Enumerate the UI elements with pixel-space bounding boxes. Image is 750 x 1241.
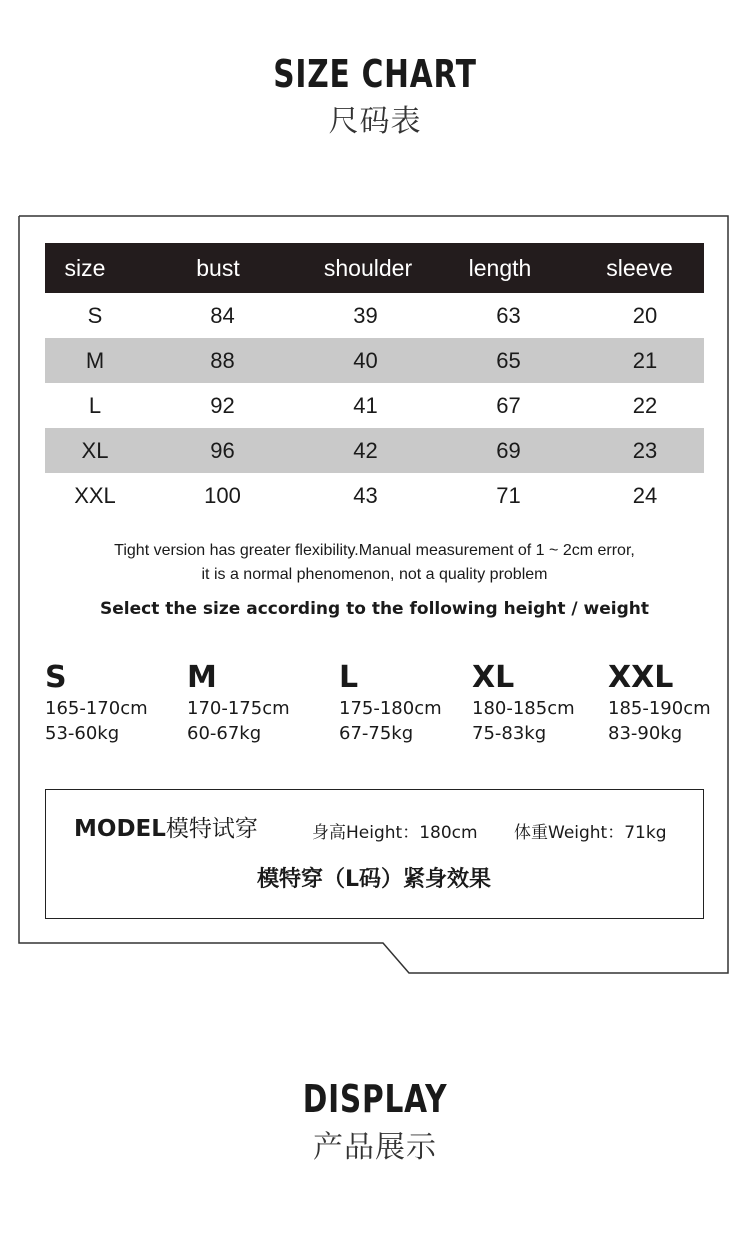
height-range: 185-190cm bbox=[608, 698, 711, 719]
size-chart-title: SIZE CHART bbox=[273, 52, 477, 96]
table-cell: 40 bbox=[353, 347, 378, 373]
table-cell: 22 bbox=[632, 392, 658, 418]
weight-range: 60-67kg bbox=[187, 723, 262, 744]
measurement-note: it is a normal phenomenon, not a quality problem bbox=[201, 566, 548, 583]
table-cell: 43 bbox=[353, 482, 378, 508]
weight-range: 83-90kg bbox=[608, 723, 683, 744]
model-label-en: MODEL bbox=[74, 816, 166, 842]
height-range: 165-170cm bbox=[45, 698, 148, 719]
table-cell: 21 bbox=[632, 347, 658, 373]
size-letter: M bbox=[187, 660, 217, 695]
size-table bbox=[45, 243, 704, 518]
table-cell: 71 bbox=[496, 482, 521, 508]
table-row bbox=[45, 428, 704, 473]
weight-range: 53-60kg bbox=[45, 723, 120, 744]
table-cell: S bbox=[87, 302, 103, 328]
model-fit-effect: 模特穿（L码）紧身效果 bbox=[256, 867, 492, 892]
model-label bbox=[74, 810, 258, 843]
size-letter: XXL bbox=[608, 660, 674, 695]
table-cell: 100 bbox=[204, 482, 241, 508]
table-header bbox=[45, 243, 704, 293]
column-header: bust bbox=[196, 254, 240, 281]
table-cell: 69 bbox=[496, 437, 521, 463]
size-letter: XL bbox=[472, 660, 515, 695]
display-subtitle: 产品展示 bbox=[313, 1130, 437, 1165]
model-weight: 体重Weight：71kg bbox=[514, 823, 667, 843]
table-cell: 24 bbox=[632, 482, 658, 508]
table-row bbox=[45, 338, 704, 383]
measurement-note: Tight version has greater flexibility.Manual measurement of 1 ~ 2cm error, bbox=[114, 542, 635, 559]
table-cell: XL bbox=[81, 437, 109, 463]
table-cell: 92 bbox=[210, 392, 235, 418]
table-cell: XXL bbox=[74, 482, 116, 508]
table-cell: M bbox=[85, 347, 105, 373]
table-cell: 41 bbox=[353, 392, 378, 418]
column-header: size bbox=[64, 254, 106, 281]
table-cell: 42 bbox=[353, 437, 378, 463]
column-header: length bbox=[468, 254, 532, 281]
size-guide-s bbox=[45, 660, 148, 746]
display-title: DISPLAY bbox=[302, 1077, 448, 1121]
model-height: 身高Height：180cm bbox=[312, 823, 478, 843]
weight-range: 67-75kg bbox=[339, 723, 414, 744]
table-row bbox=[45, 293, 704, 338]
size-chart-subtitle: 尺码表 bbox=[328, 104, 422, 139]
table-cell: 65 bbox=[496, 347, 521, 373]
table-cell: 96 bbox=[210, 437, 235, 463]
height-range: 170-175cm bbox=[187, 698, 290, 719]
column-header: shoulder bbox=[323, 254, 413, 281]
table-cell: 63 bbox=[496, 302, 521, 328]
height-range: 180-185cm bbox=[472, 698, 575, 719]
model-label-cn: 模特试穿 bbox=[165, 816, 258, 842]
column-header: sleeve bbox=[606, 254, 673, 281]
weight-range: 75-83kg bbox=[472, 723, 547, 744]
table-cell: 84 bbox=[210, 302, 235, 328]
size-selection-heading: Select the size according to the following height / weight bbox=[100, 599, 649, 619]
size-guide-xxl bbox=[608, 660, 711, 746]
height-range: 175-180cm bbox=[339, 698, 442, 719]
table-row bbox=[45, 473, 704, 518]
model-info-box bbox=[45, 789, 704, 919]
table-row bbox=[45, 383, 704, 428]
table-cell: 39 bbox=[353, 302, 378, 328]
size-letter: L bbox=[339, 660, 359, 695]
size-letter: S bbox=[45, 660, 67, 695]
table-cell: 67 bbox=[496, 392, 521, 418]
table-cell: L bbox=[88, 392, 102, 418]
size-guide-l bbox=[339, 660, 442, 746]
table-cell: 20 bbox=[632, 302, 658, 328]
size-guide-m bbox=[187, 660, 290, 746]
table-cell: 88 bbox=[210, 347, 235, 373]
size-guide-xl bbox=[472, 660, 575, 746]
table-cell: 23 bbox=[632, 437, 658, 463]
